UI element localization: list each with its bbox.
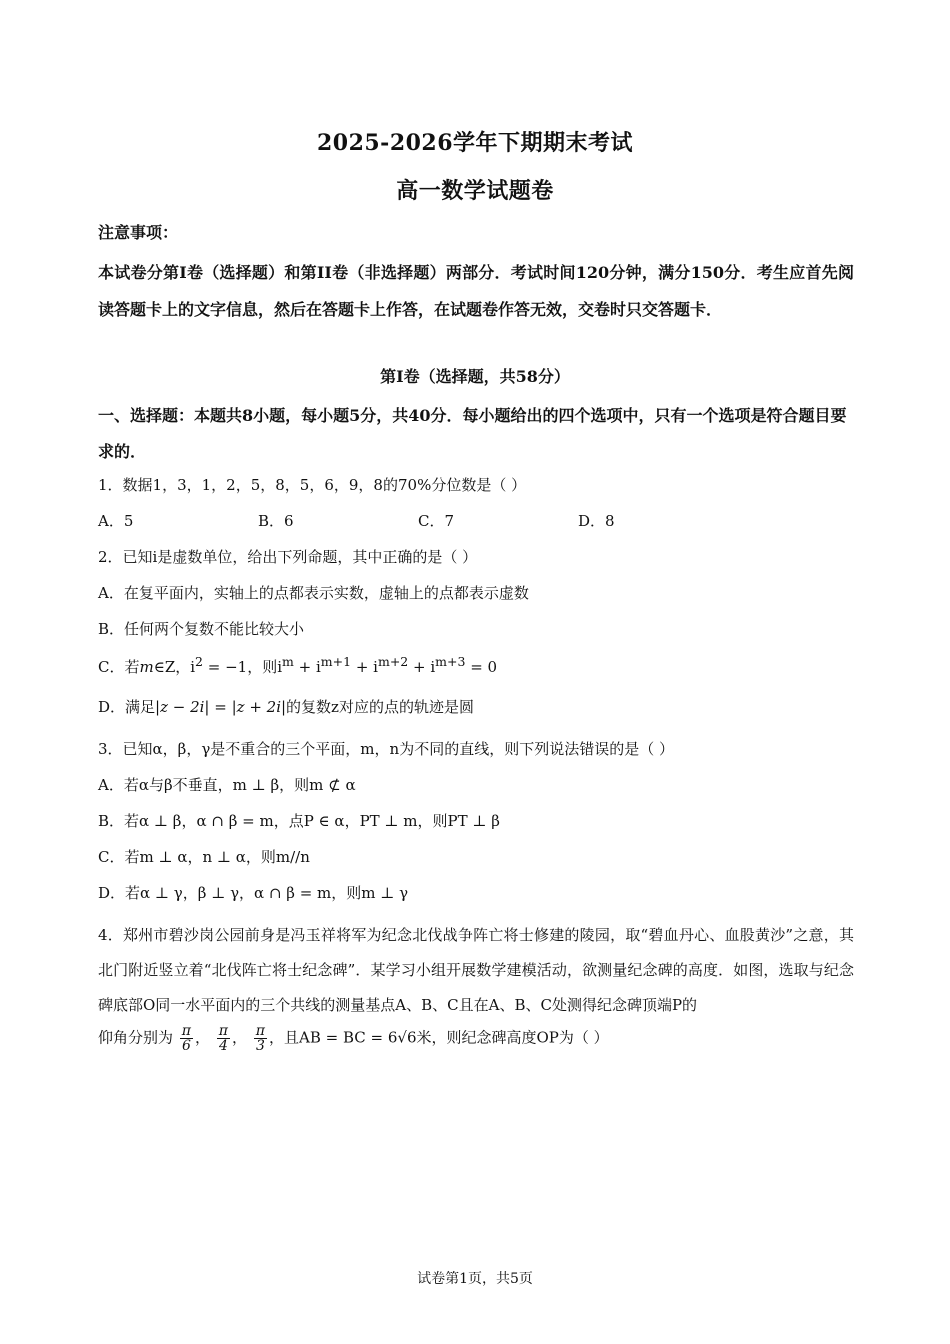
q3-option-a: A．若α与β不垂直，m ⊥ β，则m ⊄ α bbox=[98, 776, 356, 794]
section-heading: 一、选择题：本题共8小题，每小题5分，共40分．每小题给出的四个选项中，只有一个选项是符合题目要求的． bbox=[98, 406, 847, 461]
notice-heading: 注意事项： bbox=[98, 223, 179, 242]
q2-stem: 2．已知i是虚数单位，给出下列命题，其中正确的是（ ） bbox=[98, 548, 478, 566]
q2-option-b: B．任何两个复数不能比较大小 bbox=[98, 620, 305, 638]
fraction-pi-6: $\frac{\pi}{6}$ bbox=[181, 1023, 191, 1054]
part1-heading: 第I卷（选择题，共58分） bbox=[380, 367, 570, 386]
exam-subtitle: 高一数学试题卷 bbox=[396, 178, 554, 204]
q1-option-c: C．7 bbox=[418, 512, 455, 530]
page-footer: 试卷第1页，共5页 bbox=[417, 1271, 533, 1287]
q2-option-d: D．满足|z − 2i| = |z + 2i|的复数z对应的点的轨迹是圆 bbox=[98, 698, 474, 716]
exam-title: 2025-2026学年下期期末考试 bbox=[316, 130, 634, 156]
fraction-pi-3: $\frac{\pi}{3}$ bbox=[255, 1023, 265, 1054]
notice-body: 本试卷分第I卷（选择题）和第II卷（非选择题）两部分．考试时间120分钟，满分150分．考生应首先阅读答题卡上的文字信息，然后在答题卡上作答，在试题卷作答无效，交卷时只交答题卡． bbox=[98, 263, 854, 319]
fraction-pi-4: $\frac{\pi}{4}$ bbox=[218, 1023, 228, 1054]
q3-option-d: D．若α ⊥ γ，β ⊥ γ，α ∩ β = m，则m ⊥ γ bbox=[98, 884, 409, 902]
q1-option-d: D．8 bbox=[578, 512, 615, 530]
q3-option-b: B．若α ⊥ β，α ∩ β = m，点P ∈ α，PT ⊥ m，则PT ⊥ β bbox=[98, 812, 500, 830]
q1-stem: 1．数据1，3，1，2，5，8，5，6，9，8的70%分位数是（ ） bbox=[98, 476, 527, 494]
q4-last-line: 仰角分别为 $\frac{\pi}{6}$ ， $\frac{\pi}{4}$ ， $\frac{\pi}{3}$ ，且AB = BC = 6√6米，则纪念碑高度OP为（ ） bbox=[98, 1023, 609, 1054]
q3-option-c: C．若m ⊥ α，n ⊥ α，则m//n bbox=[98, 848, 310, 866]
q3-stem: 3．已知α，β，γ是不重合的三个平面，m，n为不同的直线，则下列说法错误的是（ ） bbox=[98, 740, 674, 758]
q2-option-a: A．在复平面内，实轴上的点都表示实数，虚轴上的点都表示虚数 bbox=[98, 584, 529, 602]
q4-stem: 4．郑州市碧沙岗公园前身是冯玉祥将军为纪念北伐战争阵亡将士修建的陵园，取“碧血丹心、血股黄沙”之意，其北门附近竖立着“北伐阵亡将士纪念碑”．某学习小组开展数学建模活动，欲测量纪念碑的高度．如图，选取与纪念碑底部O同一水平面内的三个共线的测量基点A、B、C且在A、B、C处测得纪念碑顶端P的 bbox=[98, 926, 854, 1014]
q1-option-a: A．5 bbox=[98, 512, 134, 530]
q2-option-c: C．若m∈Z，$i^2 = -1$，则$i^m + i^{m+1} + i^{m+2} + i^{m+3} = 0$ bbox=[98, 654, 498, 676]
q1-option-b: B．6 bbox=[258, 512, 294, 530]
